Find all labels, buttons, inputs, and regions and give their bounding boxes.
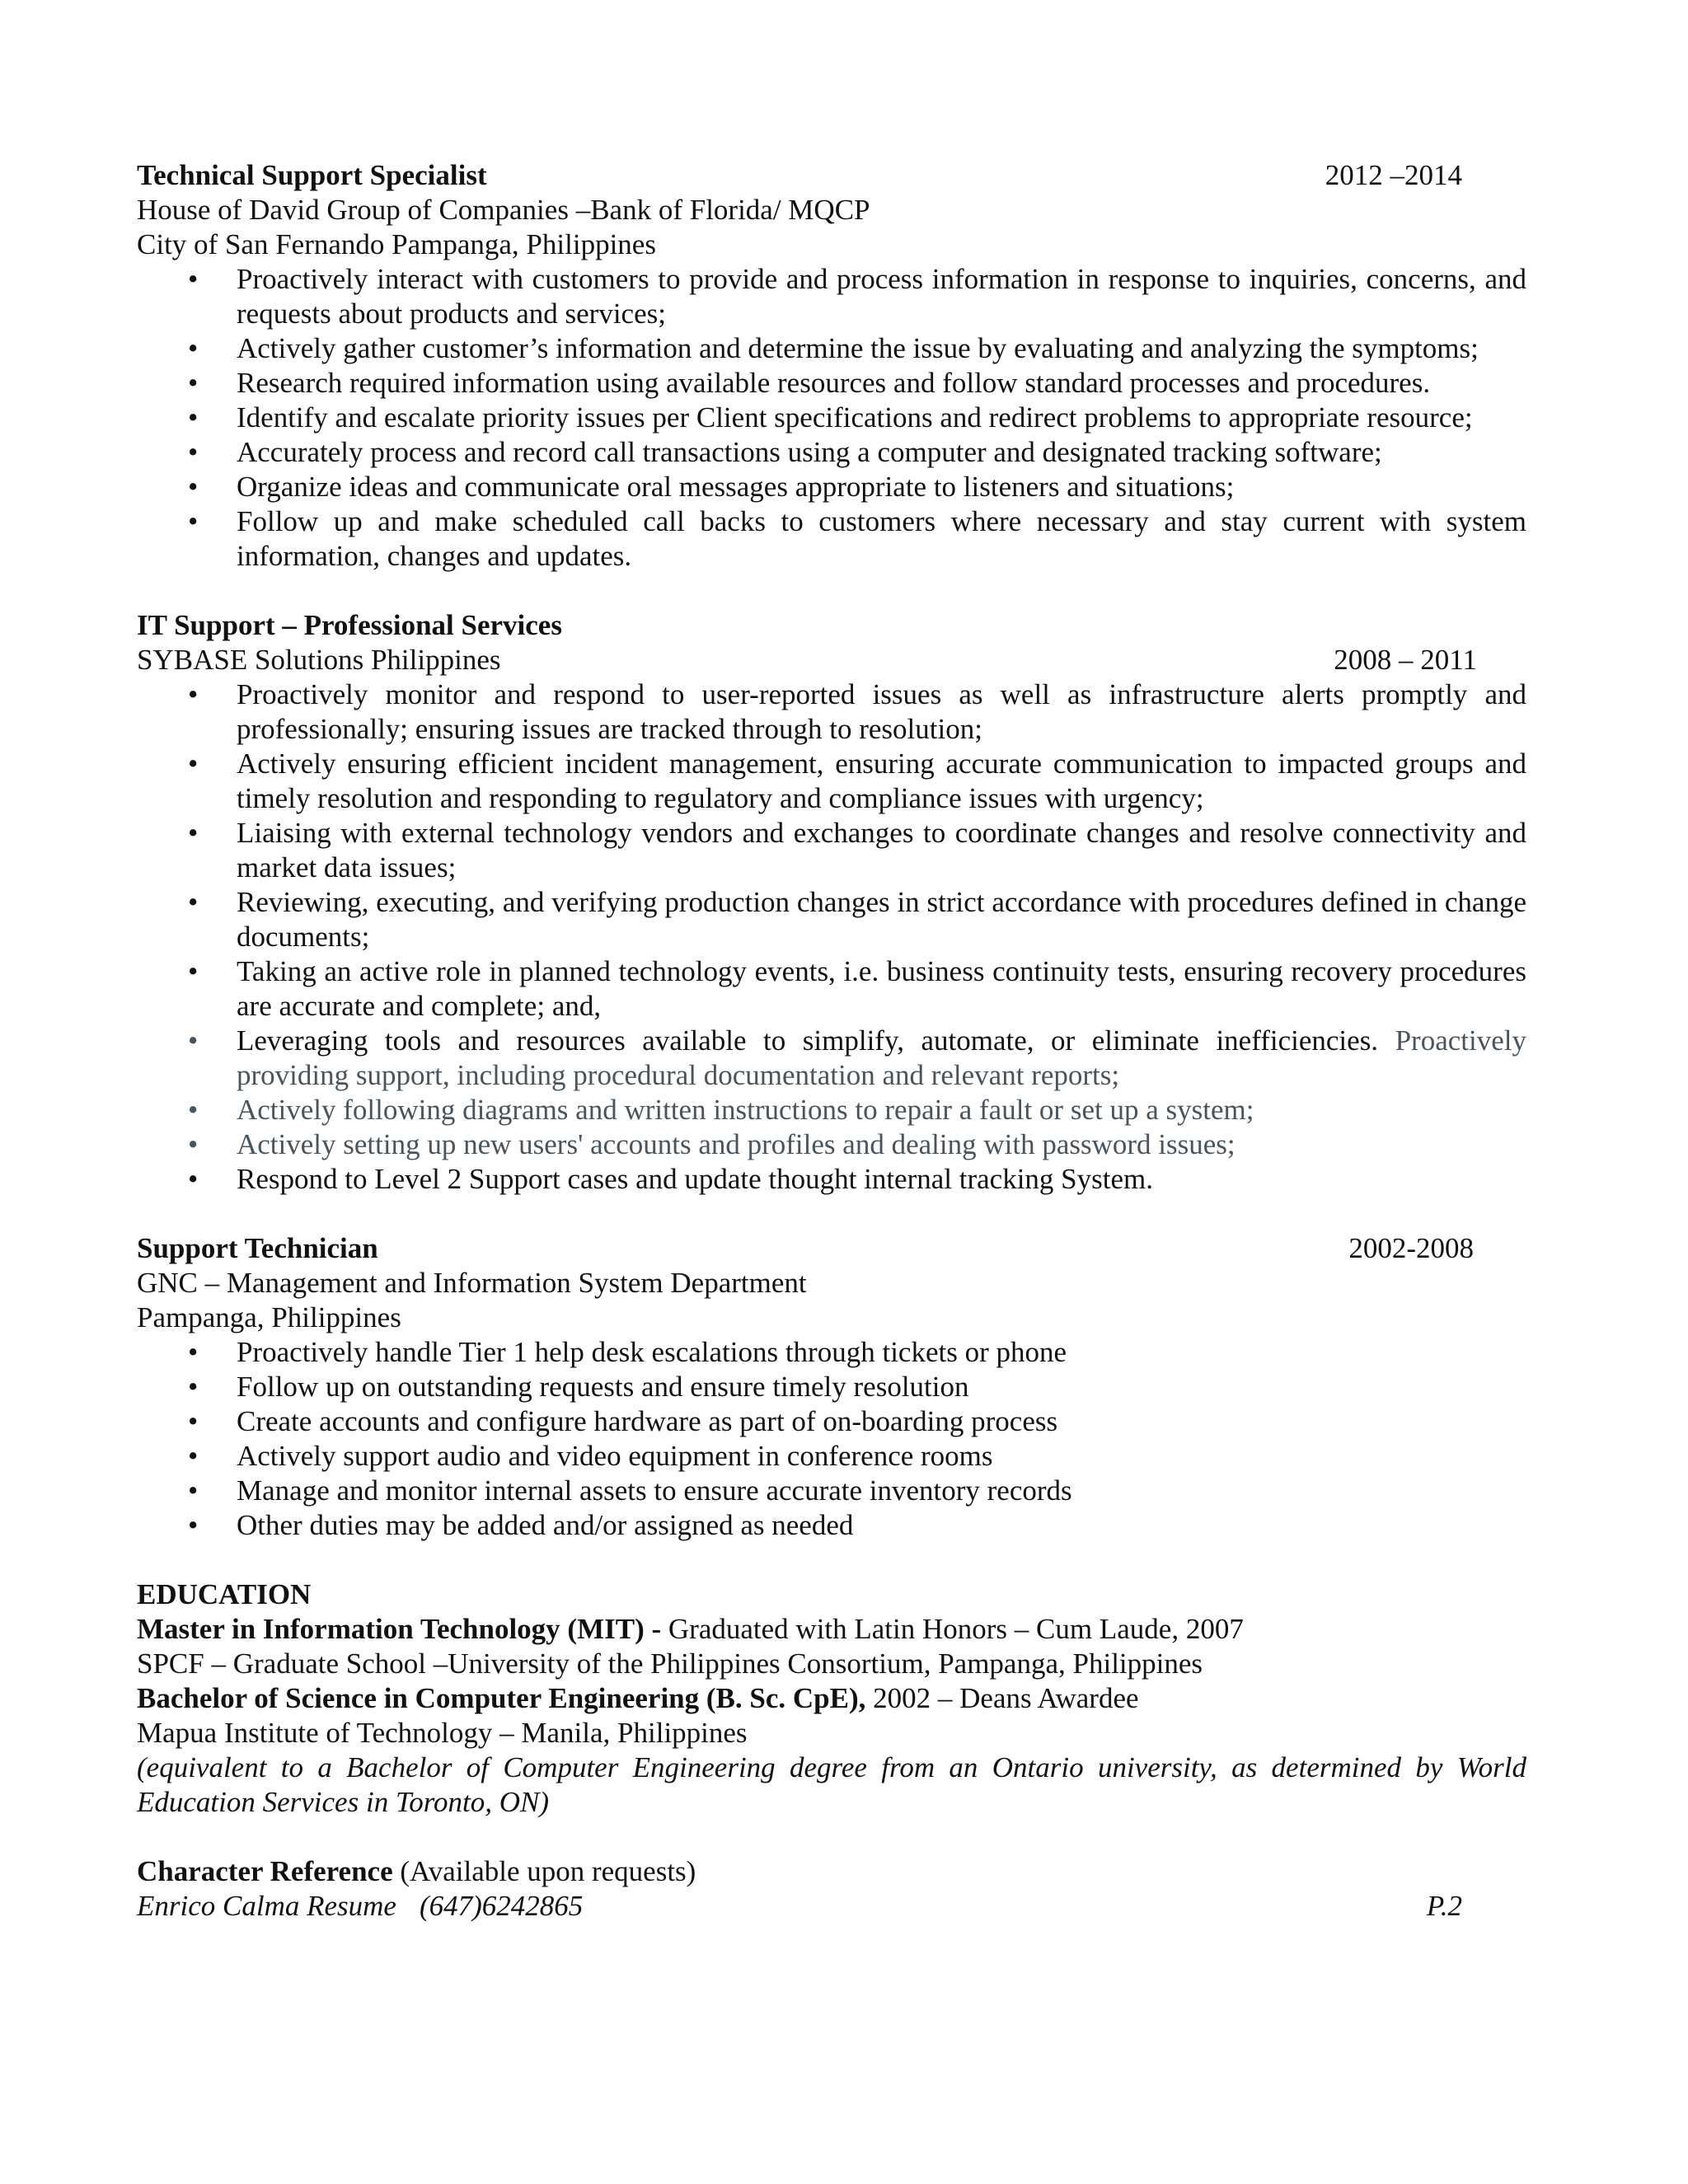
page-number: P.2 (1426, 1890, 1462, 1922)
job-duties-list (137, 262, 1526, 574)
bullet-icon: • (188, 436, 199, 468)
list-item: • Follow up and make scheduled call backs to customers where necessary and stay current with system information, changes and updates. (188, 505, 1526, 572)
bullet-icon: • (188, 1371, 199, 1403)
bullet-icon: • (188, 1336, 199, 1368)
job-company: GNC – Management and Information System Department (137, 1267, 807, 1299)
school-spcf: SPCF – Graduate School –University of the Philippines Consortium, Pampanga, Philippines (137, 1647, 1203, 1680)
list-item: • Leveraging tools and resources available to simplify, automate, or eliminate inefficiencies. Proactively providing support, including procedural documentation and relevant reports; (188, 1024, 1526, 1091)
list-item: • Research required information using available resources and follow standard processes and procedures. (188, 367, 1431, 399)
job-support-technician (137, 1231, 1526, 1543)
list-item: • Identify and escalate priority issues per Client specifications and redirect problems to appropriate resource; (188, 401, 1473, 434)
job-header (137, 1231, 1526, 1266)
bullet-icon: • (188, 471, 199, 503)
page-footer (137, 1889, 1526, 1924)
footer-left (137, 1889, 583, 1924)
section-spacer (137, 1820, 1526, 1854)
job-technical-support-specialist (137, 158, 1526, 574)
job-header (137, 643, 1526, 677)
bullet-icon: • (188, 263, 199, 295)
bullet-icon: • (188, 505, 199, 537)
degree-equivalence-note: (equivalent to a Bachelor of Computer Engineering degree from an Ontario university, as determined by World Education Services in Toronto, ON) (137, 1751, 1526, 1818)
list-item: • Actively gather customer’s information and determine the issue by evaluating and analyzing the symptoms; (188, 332, 1479, 364)
list-item: • Organize ideas and communicate oral messages appropriate to listeners and situations; (188, 471, 1235, 503)
section-spacer (137, 1543, 1526, 1577)
section-heading: EDUCATION (137, 1578, 312, 1610)
bullet-icon: • (188, 367, 199, 399)
list-item: • Actively ensuring efficient incident management, ensuring accurate communication to impacted groups and timely resolution and responding to regulatory and compliance issues with urgency; (188, 748, 1526, 814)
list-item: • Other duties may be added and/or assigned as needed (188, 1509, 854, 1541)
degree-mit: Master in Information Technology (MIT) - Graduated with Latin Honors – Cum Laude, 2007 (137, 1613, 1244, 1645)
bullet-icon: • (188, 1474, 199, 1507)
list-item: • Reviewing, executing, and verifying production changes in strict accordance with procedures defined in change documents; (188, 886, 1526, 953)
list-item: • Actively setting up new users' accounts and profiles and dealing with password issues; (188, 1128, 1236, 1160)
bullet-icon: • (188, 886, 199, 918)
footer-name: Enrico Calma Resume (137, 1890, 396, 1922)
bullet-icon: • (188, 1440, 199, 1472)
bullet-icon: • (188, 748, 199, 780)
bullet-icon: • (188, 401, 199, 434)
job-dates: 2008 – 2011 (1334, 644, 1477, 676)
bullet-icon: • (188, 1509, 199, 1541)
footer-phone: (647)6242865 (419, 1890, 584, 1922)
bullet-icon: • (188, 332, 199, 364)
job-duties-list (137, 677, 1526, 1197)
section-spacer (137, 1197, 1526, 1231)
list-item: • Accurately process and record call transactions using a computer and designated tracking software; (188, 436, 1382, 468)
list-item: • Follow up on outstanding requests and ensure timely resolution (188, 1371, 969, 1403)
job-location: Pampanga, Philippines (137, 1301, 401, 1333)
job-header (137, 158, 1526, 193)
job-title: IT Support – Professional Services (137, 609, 562, 641)
list-item: • Taking an active role in planned technology events, i.e. business continuity tests, ensuring recovery procedures are accurate and complete; and, (188, 955, 1526, 1022)
list-item: • Create accounts and configure hardware as part of on-boarding process (188, 1405, 1058, 1437)
bullet-icon: • (188, 1128, 199, 1160)
bullet-icon: • (188, 817, 199, 849)
bullet-icon: • (188, 1163, 199, 1195)
bullet-icon: • (188, 1094, 199, 1126)
bullet-icon: • (188, 1024, 199, 1057)
job-it-support (137, 608, 1526, 1197)
list-item: • Actively support audio and video equipment in conference rooms (188, 1440, 993, 1472)
list-item: • Respond to Level 2 Support cases and update thought internal tracking System. (188, 1163, 1154, 1195)
list-item: • Proactively monitor and respond to user-reported issues as well as infrastructure alerts promptly and professionally; ensuring issues are tracked through to resolution; (188, 678, 1526, 745)
list-item: • Liaising with external technology vendors and exchanges to coordinate changes and resolve connectivity and market data issues; (188, 817, 1526, 883)
job-duties-list (137, 1335, 1526, 1543)
bullet-icon: • (188, 955, 199, 987)
job-title: Technical Support Specialist (137, 159, 487, 191)
education-section (137, 1577, 1526, 1820)
job-dates: 2012 –2014 (1325, 159, 1462, 191)
list-item: • Proactively handle Tier 1 help desk escalations through tickets or phone (188, 1336, 1067, 1368)
job-company: SYBASE Solutions Philippines (137, 644, 501, 676)
school-mapua: Mapua Institute of Technology – Manila, Philippines (137, 1717, 748, 1749)
list-item: • Actively following diagrams and written instructions to repair a fault or set up a system; (188, 1094, 1254, 1126)
list-item: • Manage and monitor internal assets to ensure accurate inventory records (188, 1474, 1072, 1507)
bullet-icon: • (188, 1405, 199, 1437)
job-title: Support Technician (137, 1232, 378, 1264)
section-spacer (137, 574, 1526, 608)
job-dates: 2002-2008 (1348, 1232, 1474, 1264)
job-location: City of San Fernando Pampanga, Philippines (137, 228, 656, 260)
bullet-icon: • (188, 678, 199, 710)
list-item: • Proactively interact with customers to provide and process information in response to inquiries, concerns, and requests about products and services; (188, 263, 1526, 330)
job-company: House of David Group of Companies –Bank of Florida/ MQCP (137, 194, 870, 226)
degree-bsc: Bachelor of Science in Computer Engineering (B. Sc. CpE), 2002 – Deans Awardee (137, 1682, 1139, 1714)
character-reference: Character Reference (Available upon requests) (137, 1855, 696, 1887)
